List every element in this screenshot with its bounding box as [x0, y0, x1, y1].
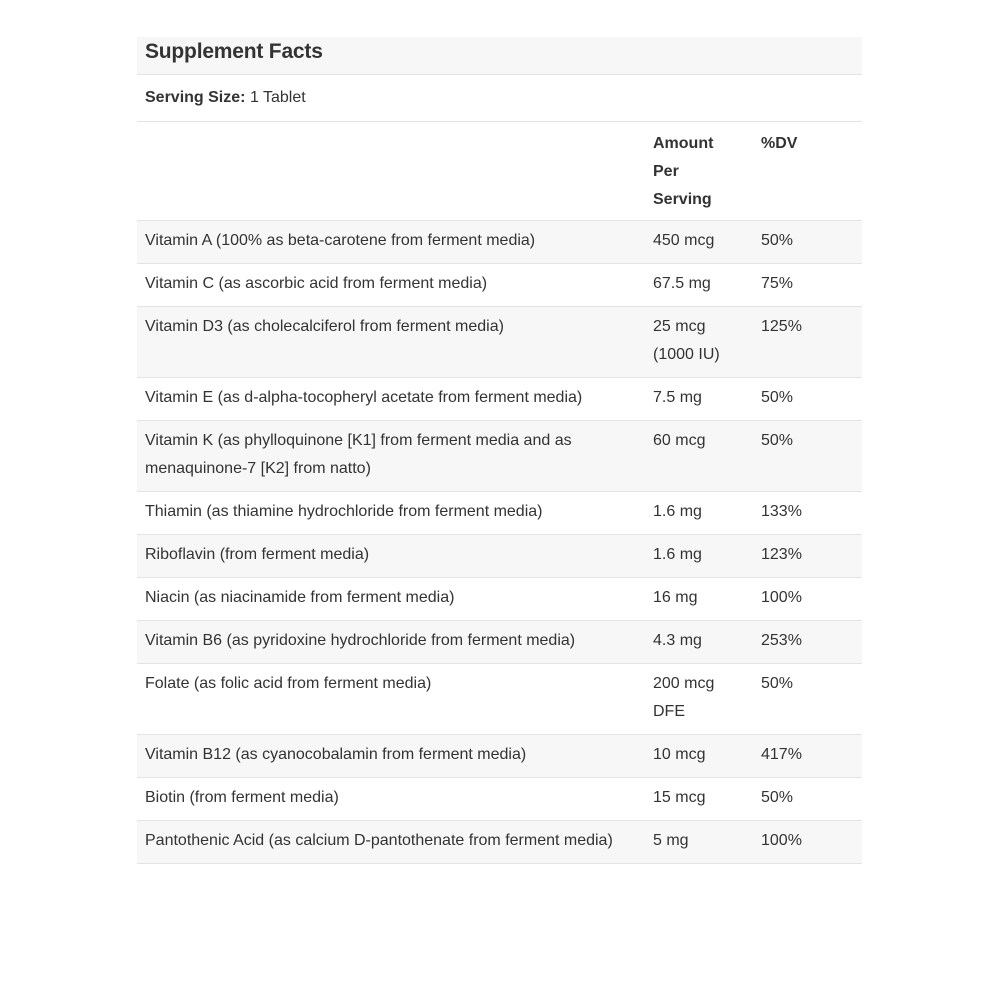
nutrient-table — [137, 122, 862, 864]
table-row — [137, 664, 862, 735]
nutrient-dv: 100% — [753, 578, 862, 621]
nutrient-amount: 5 mg — [645, 821, 753, 864]
table-row — [137, 778, 862, 821]
serving-size-value: 1 Tablet — [249, 89, 306, 106]
nutrient-amount: 60 mcg — [645, 421, 753, 492]
header-name — [137, 122, 645, 221]
table-row — [137, 264, 862, 307]
nutrient-name: Vitamin C (as ascorbic acid from ferment media) — [137, 264, 645, 307]
nutrient-name: Niacin (as niacinamide from ferment media) — [137, 578, 645, 621]
nutrient-amount: 7.5 mg — [645, 378, 753, 421]
nutrient-name: Vitamin K (as phylloquinone [K1] from ferment media and as menaquinone-7 [K2] from natto) — [137, 421, 645, 492]
nutrient-amount: 16 mg — [645, 578, 753, 621]
nutrient-dv: 50% — [753, 421, 862, 492]
table-row — [137, 535, 862, 578]
nutrient-dv: 50% — [753, 221, 862, 264]
table-row — [137, 378, 862, 421]
table-row — [137, 492, 862, 535]
nutrient-name: Pantothenic Acid (as calcium D-pantothenate from ferment media) — [137, 821, 645, 864]
header-amount: Amount Per Serving — [645, 122, 753, 221]
nutrient-dv: 50% — [753, 664, 862, 735]
nutrient-name: Vitamin D3 (as cholecalciferol from ferment media) — [137, 307, 645, 378]
nutrient-name: Vitamin B12 (as cyanocobalamin from ferment media) — [137, 735, 645, 778]
nutrient-dv: 125% — [753, 307, 862, 378]
nutrient-dv: 50% — [753, 778, 862, 821]
table-row — [137, 421, 862, 492]
nutrient-amount: 450 mcg — [645, 221, 753, 264]
header-dv: %DV — [753, 122, 862, 221]
table-row — [137, 578, 862, 621]
panel-title: Supplement Facts — [145, 40, 323, 63]
nutrient-amount: 10 mcg — [645, 735, 753, 778]
nutrient-name: Riboflavin (from ferment media) — [137, 535, 645, 578]
nutrient-dv: 417% — [753, 735, 862, 778]
nutrient-amount: 1.6 mg — [645, 535, 753, 578]
nutrient-name: Biotin (from ferment media) — [137, 778, 645, 821]
table-row — [137, 735, 862, 778]
nutrient-amount: 15 mcg — [645, 778, 753, 821]
nutrient-name: Thiamin (as thiamine hydrochloride from ferment media) — [137, 492, 645, 535]
table-header-row — [137, 122, 862, 221]
nutrient-name: Vitamin A (100% as beta-carotene from ferment media) — [137, 221, 645, 264]
nutrient-amount: 200 mcg DFE — [645, 664, 753, 735]
nutrient-name: Vitamin E (as d-alpha-tocopheryl acetate from ferment media) — [137, 378, 645, 421]
table-row — [137, 621, 862, 664]
nutrient-amount: 1.6 mg — [645, 492, 753, 535]
table-row — [137, 821, 862, 864]
nutrient-dv: 100% — [753, 821, 862, 864]
nutrient-dv: 123% — [753, 535, 862, 578]
nutrient-amount: 4.3 mg — [645, 621, 753, 664]
nutrient-dv: 133% — [753, 492, 862, 535]
table-row — [137, 221, 862, 264]
nutrient-name: Vitamin B6 (as pyridoxine hydrochloride from ferment media) — [137, 621, 645, 664]
serving-size-label: Serving Size: — [145, 89, 246, 106]
nutrient-dv: 50% — [753, 378, 862, 421]
nutrient-name: Folate (as folic acid from ferment media) — [137, 664, 645, 735]
nutrient-amount: 67.5 mg — [645, 264, 753, 307]
nutrient-dv: 253% — [753, 621, 862, 664]
nutrient-dv: 75% — [753, 264, 862, 307]
nutrient-amount: 25 mcg (1000 IU) — [645, 307, 753, 378]
title-row — [137, 37, 862, 75]
supplement-facts-panel — [137, 37, 862, 864]
serving-size-row — [137, 75, 862, 122]
table-row — [137, 307, 862, 378]
